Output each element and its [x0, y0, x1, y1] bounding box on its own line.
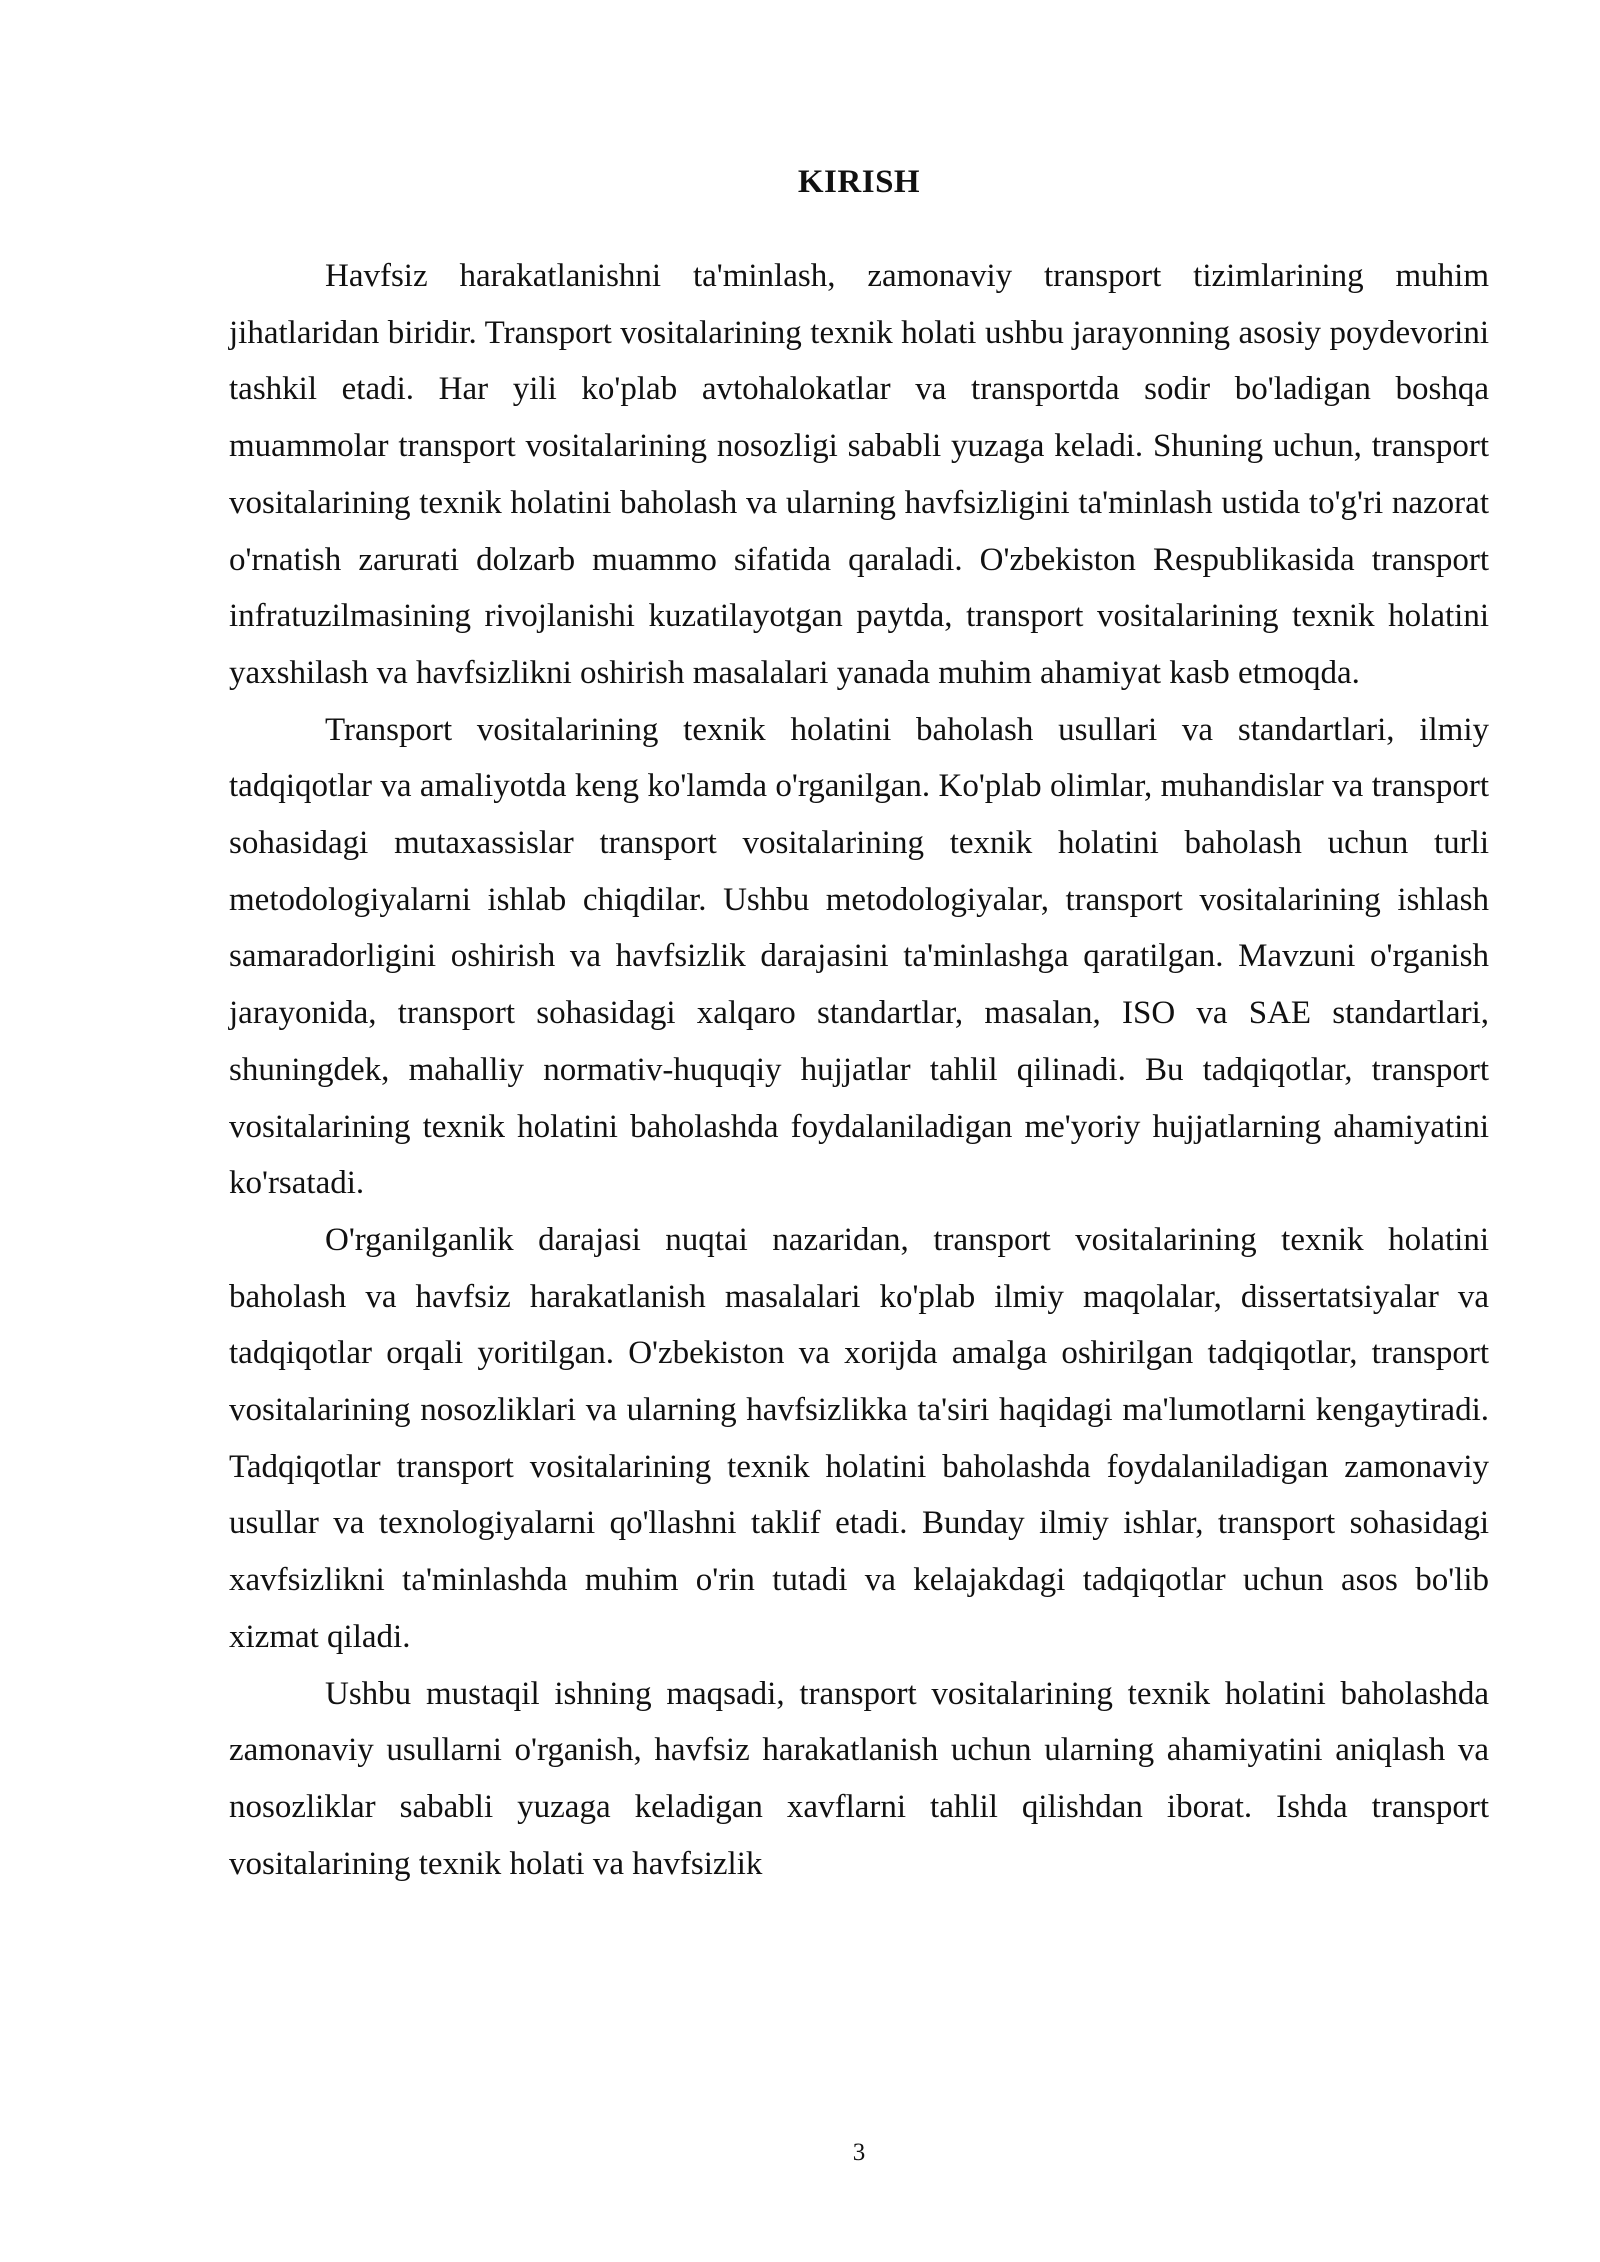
page-number: 3 [852, 2139, 866, 2166]
paragraph-3: O'rganilganlik darajasi nuqtai nazaridan, transport vositalarining texnik holatini baholash va havfsiz harakatlanish masalalari ko'plab ilmiy maqolalar, dissertatsiyalar va tadqiqotlar orqali yoritilgan. O'zbekiston va xorijda amalga oshirilgan tadqiqotlar, transport vositalarining nosozliklari va ularning havfsizlikka ta'siri haqidagi ma'lumotlarni kengaytiradi. Tadqiqotlar transport vositalarining texnik holatini baholashda foydalaniladigan zamonaviy usullar va texnologiyalarni qo'llashni taklif etadi. Bunday ilmiy ishlar, transport sohasidagi xavfsizlikni ta'minlashda muhim o'rin tutadi va kelajakdagi tadqiqotlar uchun asos bo'lib xizmat qiladi. [229, 1221, 1489, 1655]
paragraph-2: Transport vositalarining texnik holatini baholash usullari va standartlari, ilmiy tadqiqotlar va amaliyotda keng ko'lamda o'rganilgan. Ko'plab olimlar, muhandislar va transport sohasidagi mutaxassislar transport vositalarining texnik holatini baholash uchun turli metodologiyalarni ishlab chiqdilar. Ushbu metodologiyalar, transport vositalarining ishlash samaradorligini oshirish va havfsizlik darajasini ta'minlashga qaratilgan. Mavzuni o'rganish jarayonida, transport sohasidagi xalqaro standartlar, masalan, ISO va SAE standartlari, shuningdek, mahalliy normativ-huquqiy hujjatlar tahlil qilinadi. Bu tadqiqotlar, transport vositalarining texnik holatini baholashda foydalaniladigan me'yoriy hujjatlarning ahamiyatini ko'rsatadi. [229, 711, 1489, 1202]
page-title: KIRISH [797, 164, 921, 200]
paragraph-4: Ushbu mustaqil ishning maqsadi, transport vositalarining texnik holatini baholashda zamonaviy usullarni o'rganish, havfsiz harakatlanish uchun ularning ahamiyatini aniqlash va nosozliklar sababli yuzaga keladigan xavflarni tahlil qilishdan iborat. Ishda transport vositalarining texnik holati va havfsizlik [229, 1675, 1489, 1882]
body-text [229, 248, 1489, 1892]
paragraph-1: Havfsiz harakatlanishni ta'minlash, zamonaviy transport tizimlarining muhim jihatlaridan biridir. Transport vositalarining texnik holati ushbu jarayonning asosiy poydevorini tashkil etadi. Har yili ko'plab avtohalokatlar va transportda sodir bo'ladigan boshqa muammolar transport vositalarining nosozligi sababli yuzaga keladi. Shuning uchun, transport vositalarining texnik holatini baholash va ularning havfsizligini ta'minlash ustida to'g'ri nazorat o'rnatish zarurati dolzarb muammo sifatida qaraladi. O'zbekiston Respublikasida transport infratuzilmasining rivojlanishi kuzatilayotgan paytda, transport vositalarining texnik holatini yaxshilash va havfsizlikni oshirish masalalari yanada muhim ahamiyat kasb etmoqda. [229, 258, 1489, 691]
